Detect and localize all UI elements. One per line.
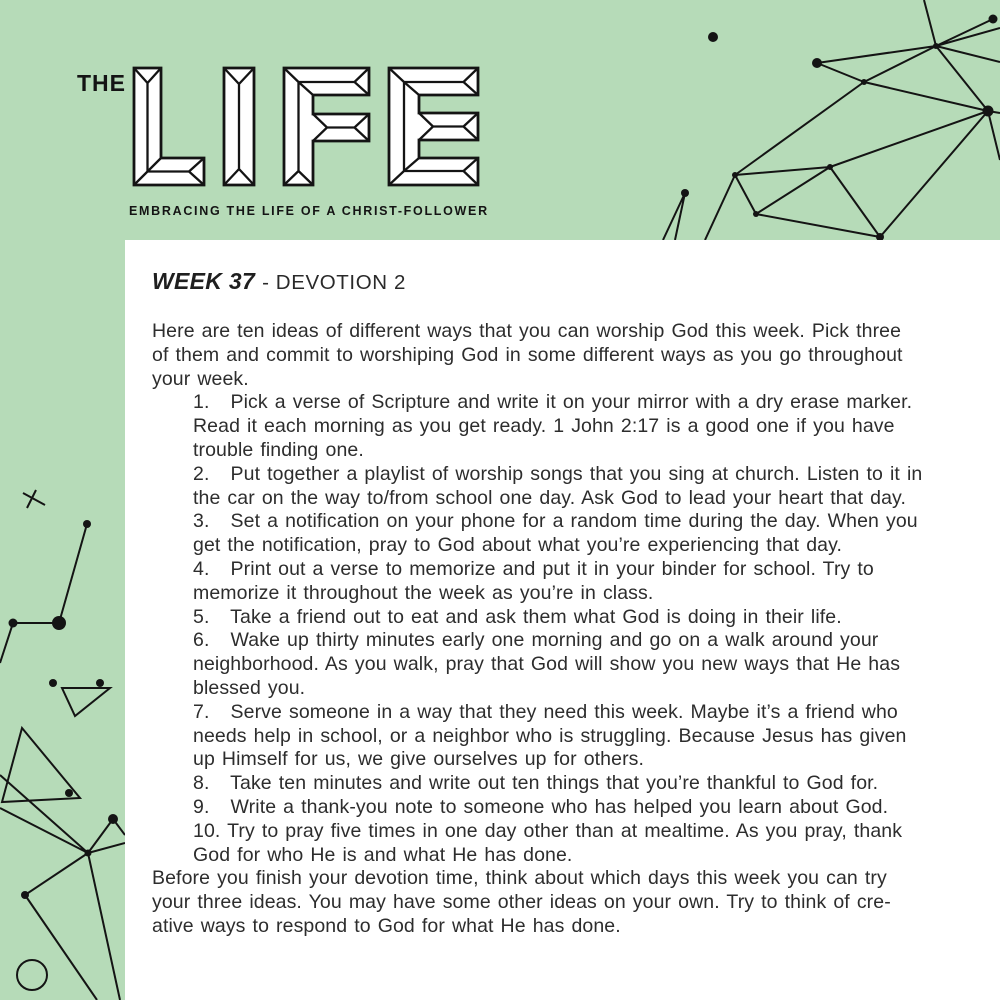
closing-paragraph	[152, 867, 980, 938]
constellation-dots	[681, 15, 998, 241]
text-line: 10. Try to pray five times in one day other than at mealtime. As you pray, thank	[193, 819, 903, 842]
connector-lines	[0, 524, 125, 1000]
text-line: the car on the way to/from school one day. Ask God to lead your heart that day.	[193, 486, 906, 509]
text-line: up Himself for us, we give ourselves up for others.	[193, 748, 645, 771]
text-line: blessed you.	[193, 676, 306, 699]
list-item	[193, 463, 980, 511]
text-line: Before you finish your devotion time, think about which days this week you can try	[152, 867, 887, 890]
text-line: 6. Wake up thirty minutes early one morning and go on a walk around your	[193, 629, 879, 652]
constellation-network-decoration	[650, 0, 1000, 240]
week-label: WEEK 37	[152, 268, 256, 294]
logo-life-wordmark	[132, 66, 480, 187]
list-item	[193, 510, 980, 558]
list-item	[193, 796, 980, 820]
devotion-heading	[152, 268, 980, 296]
text-line: 4. Print out a verse to memorize and put it in your binder for school. Try to	[193, 557, 874, 580]
text-line: 5. Take a friend out to eat and ask them what God is doing in their life.	[193, 605, 842, 628]
beveled-letter-L	[134, 68, 204, 185]
text-line: memorize it throughout the week as you’re in class.	[193, 581, 654, 604]
text-line: get the notification, pray to God about what you’re experiencing that day.	[193, 534, 843, 557]
list-item	[193, 629, 980, 700]
text-line: of them and commit to worshiping God in some different ways as you go throughout	[152, 343, 903, 366]
text-line: trouble finding one.	[193, 438, 364, 461]
text-line: 8. Take ten minutes and write out ten things that you’re thankful to God for.	[193, 772, 879, 795]
text-line: needs help in school, or a neighbor who is struggling. Because Jesus has given	[193, 724, 907, 747]
text-line: 2. Put together a playlist of worship songs that you sing at church. Listen to it in	[193, 462, 923, 485]
list-item	[193, 701, 980, 772]
devotion-panel	[125, 240, 1000, 1000]
beveled-letter-I	[224, 68, 254, 185]
text-line: God for who He is and what He has done.	[193, 843, 573, 866]
text-line: ative ways to respond to God for what He has done.	[152, 914, 621, 937]
intro-paragraph	[152, 320, 980, 391]
text-line: Here are ten ideas of different ways that you can worship God this week. Pick three	[152, 320, 902, 342]
constellation-lines	[663, 0, 1000, 240]
triangle-shape	[2, 728, 80, 802]
list-item	[193, 558, 980, 606]
circle-outline-shape	[17, 960, 47, 990]
text-line: Read it each morning as you get ready. 1 John 2:17 is a good one if you have	[193, 415, 895, 438]
text-line: 7. Serve someone in a way that they need this week. Maybe it’s a friend who	[193, 700, 898, 723]
list-item	[193, 820, 980, 868]
text-line: 3. Set a notification on your phone for a random time during the day. When you	[193, 510, 918, 533]
triangle-shape	[62, 688, 110, 716]
text-line: your week.	[152, 367, 249, 390]
beveled-letter-F	[284, 68, 369, 185]
x-mark-shape	[23, 490, 45, 508]
devotion-body	[152, 320, 980, 939]
text-line: 9. Write a thank-you note to someone who has helped you learn about God.	[193, 795, 889, 818]
logo-the-text: THE	[77, 70, 126, 96]
decoration-dots	[9, 520, 119, 899]
text-line: neighborhood. As you walk, pray that God will show you new ways that He has	[193, 653, 901, 676]
list-item	[193, 606, 980, 630]
devotion-label: - DEVOTION 2	[262, 271, 406, 294]
list-item	[193, 391, 980, 462]
beveled-letter-E	[389, 68, 478, 185]
logo-tagline: EMBRACING THE LIFE OF A CHRIST-FOLLOWER	[129, 204, 489, 218]
ideas-list	[193, 391, 980, 867]
text-line: 1. Pick a verse of Scripture and write it on your mirror with a dry erase marker.	[193, 391, 913, 414]
text-line: your three ideas. You may have some other ideas on your own. Try to think of cre-	[152, 891, 891, 914]
list-item	[193, 772, 980, 796]
geometric-pattern-decoration	[0, 450, 125, 1000]
